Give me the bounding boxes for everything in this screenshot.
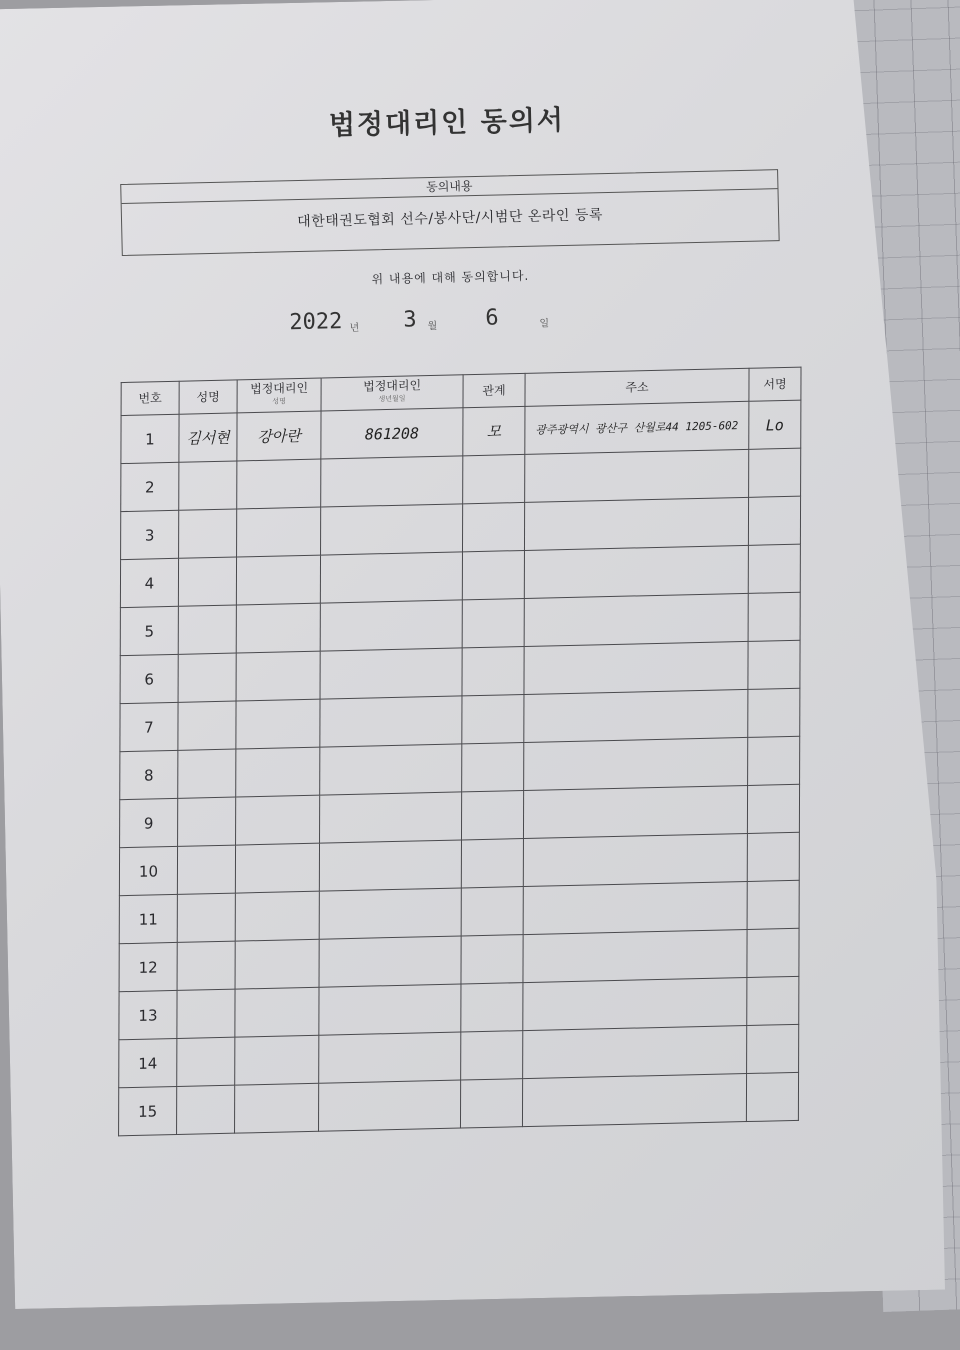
cell-guardian-name (236, 651, 320, 701)
cell-address (523, 1026, 747, 1079)
date-line (289, 303, 589, 336)
cell-signature (747, 784, 799, 833)
cell-address (524, 737, 748, 790)
cell-address (524, 497, 748, 550)
header-guardian-birth (321, 375, 463, 411)
cell-guardian-birth (320, 648, 462, 699)
cell-guardian-birth (321, 456, 463, 507)
consent-header: 동의내용 (121, 170, 777, 204)
date-day-unit: 일 (539, 318, 550, 330)
cell-relation (462, 646, 524, 695)
row-number: 8 (120, 750, 178, 799)
date-day: 6 (485, 305, 499, 331)
row-number: 1 (121, 414, 179, 463)
cell-address (523, 881, 747, 934)
cell-guardian-birth (320, 792, 462, 843)
cell-guardian-birth (319, 984, 461, 1035)
row-number: 2 (121, 462, 179, 511)
cell-address (523, 929, 747, 982)
cell-signature (747, 1024, 799, 1073)
cell-signature (748, 736, 800, 785)
row-number: 15 (119, 1086, 177, 1135)
cell-address (524, 545, 748, 598)
cell-signature (748, 640, 800, 689)
cell-relation (462, 502, 524, 551)
header-guardian-birth-label: 법정대리인 (363, 378, 422, 394)
cell-guardian-birth (320, 696, 462, 747)
cell-guardian-name (235, 987, 319, 1037)
cell-name (177, 845, 235, 894)
cell-guardian-name (235, 891, 319, 941)
row-number: 6 (120, 654, 178, 703)
row-number: 13 (119, 990, 177, 1039)
date-month: 3 (403, 307, 417, 333)
header-relation: 관계 (463, 373, 525, 407)
cell-address (524, 593, 748, 646)
cell-guardian-birth: 861208 (321, 408, 463, 459)
cell-signature (747, 976, 799, 1025)
header-guardian-name-sub: 성명 (272, 397, 286, 406)
row-number: 4 (120, 558, 178, 607)
cell-name (179, 461, 237, 510)
cell-relation (462, 743, 524, 792)
cell-signature (748, 592, 800, 641)
document-title: 법정대리인 동의서 (328, 104, 566, 142)
cell-guardian-name (236, 747, 320, 797)
cell-relation: 모 (463, 406, 525, 455)
cell-address (522, 1074, 746, 1127)
cell-signature (746, 1072, 798, 1121)
cell-relation (462, 550, 524, 599)
consent-box (120, 169, 779, 256)
row-number: 9 (120, 798, 178, 847)
cell-signature (749, 448, 801, 497)
cell-address: 광주광역시 광산구 산월로44 1205-602 (525, 401, 749, 454)
cell-signature (747, 880, 799, 929)
cell-relation (461, 1031, 523, 1080)
header-no: 번호 (121, 381, 179, 415)
cell-guardian-name (235, 1083, 319, 1133)
header-address: 주소 (525, 368, 749, 406)
cell-guardian-name: 강아란 (237, 411, 321, 461)
cell-guardian-name (235, 1035, 319, 1085)
cell-name (178, 797, 236, 846)
cell-address (523, 785, 747, 838)
cell-relation (461, 791, 523, 840)
cell-signature (747, 832, 799, 881)
cell-signature (748, 688, 800, 737)
header-guardian-name (237, 378, 321, 413)
cell-address (523, 833, 747, 886)
date-month-unit: 월 (427, 320, 438, 333)
cell-address (524, 689, 748, 742)
cell-signature (747, 928, 799, 977)
cell-name (177, 1037, 235, 1086)
cell-guardian-birth (319, 840, 461, 891)
cell-name (179, 509, 237, 558)
cell-guardian-name (237, 507, 321, 557)
cell-address (523, 978, 747, 1031)
cell-signature (748, 496, 800, 545)
cell-name (178, 557, 236, 606)
cell-guardian-birth (319, 936, 461, 987)
cell-guardian-birth (320, 600, 462, 651)
row-number: 14 (119, 1038, 177, 1087)
cell-name (178, 653, 236, 702)
cell-relation (462, 598, 524, 647)
table-body (119, 400, 801, 1136)
header-guardian-birth-sub: 생년월일 (378, 394, 406, 404)
cell-relation (461, 839, 523, 888)
cell-relation (461, 887, 523, 936)
cell-guardian-birth (319, 1032, 461, 1083)
cell-guardian-birth (320, 744, 462, 795)
cell-guardian-name (236, 795, 320, 845)
cell-guardian-name (235, 939, 319, 989)
row-number: 5 (120, 606, 178, 655)
cell-name: 김서현 (179, 413, 237, 462)
header-signature: 서명 (749, 367, 801, 401)
cell-guardian-birth (319, 1080, 461, 1131)
cell-name (177, 989, 235, 1038)
cell-guardian-name (237, 459, 321, 509)
cell-address (525, 449, 749, 502)
cell-signature: Lo (749, 400, 801, 449)
cell-guardian-name (236, 699, 320, 749)
cell-name (177, 893, 235, 942)
signature-table (118, 367, 801, 1137)
cell-name (178, 605, 236, 654)
row-number: 10 (119, 846, 177, 895)
cell-name (177, 941, 235, 990)
cell-guardian-name (236, 555, 320, 605)
agreement-statement: 위 내용에 대해 동의합니다. (371, 268, 530, 287)
cell-name (178, 749, 236, 798)
cell-guardian-name (236, 603, 320, 653)
date-year: 2022 (289, 309, 343, 336)
row-number: 7 (120, 702, 178, 751)
row-number: 12 (119, 942, 177, 991)
row-number: 11 (119, 894, 177, 943)
cell-guardian-birth (320, 552, 462, 603)
cell-guardian-name (235, 843, 319, 893)
consent-text: 대한태권도협회 선수/봉사단/시범단 온라인 등록 (297, 207, 604, 231)
cell-relation (463, 454, 525, 503)
header-name: 성명 (179, 380, 237, 414)
date-year-unit: 년 (349, 322, 360, 334)
cell-guardian-birth (319, 888, 461, 939)
cell-relation (461, 983, 523, 1032)
cell-name (177, 1085, 235, 1134)
cell-name (178, 701, 236, 750)
cell-signature (748, 544, 800, 593)
row-number: 3 (121, 510, 179, 559)
header-guardian-name-label: 법정대리인 (250, 380, 309, 397)
cell-guardian-birth (321, 504, 463, 555)
cell-relation (461, 935, 523, 984)
cell-relation (460, 1079, 522, 1128)
cell-relation (462, 695, 524, 744)
cell-address (524, 641, 748, 694)
